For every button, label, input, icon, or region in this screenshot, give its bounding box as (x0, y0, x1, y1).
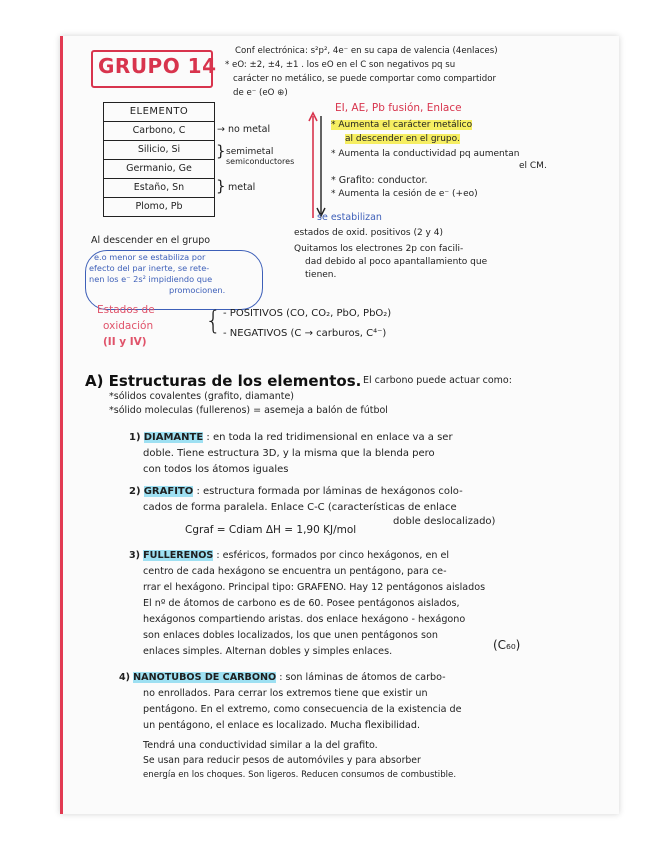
item-text: pentágono. En el extremo, como consecuencia de la existencia de (143, 704, 462, 715)
item-text: cados de forma paralela. Enlace C-C (características de enlace (143, 502, 457, 513)
trend-item-3: * Grafito: conductor. (331, 175, 428, 186)
metal-label: metal (228, 182, 256, 193)
estados-label-b: oxidación (103, 320, 154, 332)
item-text: doble. Tiene estructura 3D, y la misma que la blenda pero (143, 448, 435, 459)
no-metal-label: → no metal (217, 124, 271, 135)
trend-item-1b: al descender en el grupo. (345, 134, 460, 144)
estados-label-c: (II y IV) (103, 336, 147, 348)
item-text: doble deslocalizado) (393, 516, 496, 527)
trend-item-2b: el CM. (519, 161, 547, 171)
item-text: centro de cada hexágono se encuentra un pentágono, para ce- (143, 566, 447, 577)
element-table (103, 102, 215, 217)
item-name-diamante: DIAMANTE (143, 432, 204, 443)
trend-heading: EI, AE, Pb fusión, Enlace (335, 102, 462, 114)
item-text: El nº de átomos de carbono es de 60. Posee pentágonos aislados, (143, 598, 460, 609)
section-a-bullet-1: *sólidos covalentes (grafito, diamante) (109, 391, 295, 402)
oxidation-remove-a: Quitamos los electrones 2p con facili- (294, 244, 464, 254)
descend-note-c: efecto del par inerte, se rete- (89, 263, 210, 273)
semiconductores-label: semiconductores (226, 157, 295, 166)
semimetal-brace-icon: } (216, 142, 226, 160)
semimetal-label: semimetal (226, 147, 274, 157)
trend-item-4: * Aumenta la cesión de e⁻ (+eo) (331, 189, 478, 199)
item-text: : esféricos, formados por cinco hexágonos, en el (216, 550, 450, 561)
se-estabilizan-label: se estabilizan (317, 212, 382, 223)
metal-brace-icon: } (216, 177, 226, 195)
item-text: energía en los choques. Son ligeros. Reducen consumos de combustible. (143, 770, 457, 780)
item-text: son enlaces dobles localizados, los que unen pentágonos son (143, 630, 438, 641)
element-table-header: ELEMENTO (104, 103, 214, 122)
oxidation-remove-b: dad debido al poco apantallamiento que (305, 257, 488, 267)
oxidation-remove-c: tienen. (305, 270, 337, 280)
item-number: 3) (129, 550, 141, 561)
item-name-fullerenos: FULLERENOS (143, 550, 214, 561)
header-note-3: carácter no metálico, se puede comportar como compartidor (233, 74, 497, 84)
element-row: Silicio, Si (104, 141, 214, 160)
item-name-nanotubos: NANOTUBOS DE CARBONO (133, 672, 277, 683)
trend-item-2a: * Aumenta la conductividad pq aumentan (331, 149, 520, 159)
enthalpy-equation: Cgraf = Cdiam ΔH = 1,90 KJ/mol (185, 524, 357, 536)
estados-brace-icon: { (205, 306, 222, 336)
item-text: : estructura formada por láminas de hexágonos colo- (196, 486, 463, 497)
element-row: Carbono, C (104, 122, 214, 141)
header-note-1: Conf electrónica: s²p², 4e⁻ en su capa de valencia (4enlaces) (235, 46, 498, 56)
item-text: un pentágono, el enlace es localizado. Mucha flexibilidad. (143, 720, 421, 731)
section-a-subtitle: El carbono puede actuar como: (363, 375, 512, 386)
item-number: 2) (129, 486, 141, 497)
item-number: 1) (129, 432, 141, 443)
element-row: Germanio, Ge (104, 160, 214, 179)
oxidation-states-label: estados de oxid. positivos (2 y 4) (294, 228, 443, 238)
item-text: con todos los átomos iguales (143, 464, 289, 475)
estados-label-a: Estados de (97, 304, 155, 316)
c60-label: (C₆₀) (493, 638, 521, 652)
element-row: Plomo, Pb (135, 201, 183, 212)
item-name-grafito: GRAFITO (143, 486, 194, 497)
item-text: enlaces simples. Alternan dobles y simples enlaces. (143, 646, 393, 657)
estados-negativos: - NEGATIVOS (C → carburos, C⁴⁻) (223, 328, 387, 339)
estados-positivos: - POSITIVOS (CO, CO₂, PbO, PbO₂) (223, 308, 392, 319)
item-number: 4) (119, 672, 131, 683)
section-a-title: A) Estructuras de los elementos. (85, 372, 362, 390)
page-title: GRUPO 14 (98, 54, 217, 78)
descend-note-d: nen los e⁻ 2s² impidiendo que (89, 274, 213, 284)
item-text: rrar el hexágono. Principal tipo: GRAFENO. Hay 12 pentágonos aislados (143, 582, 486, 593)
header-note-2: * eO: ±2, ±4, ±1 . los eO en el C son negativos pq su (225, 60, 456, 70)
header-note-4: de e⁻ (eO ⊕) (233, 88, 288, 98)
trend-item-1a: * Aumenta el carácter metálico (331, 120, 473, 130)
item-text: Se usan para reducir pesos de automóviles y para absorber (143, 755, 421, 766)
trend-arrows-icon (307, 110, 327, 222)
item-text: no enrollados. Para cerrar los extremos tiene que existir un (143, 688, 428, 699)
section-a-bullet-2: *sólido moleculas (fullerenos) = asemeja a balón de fútbol (109, 405, 388, 416)
item-text: : en toda la red tridimensional en enlace va a ser (206, 432, 453, 443)
item-text: hexágonos compartiendo aristas. dos enlace hexágono - hexágono (143, 614, 466, 625)
item-text: : son láminas de átomos de carbo- (279, 672, 446, 683)
item-text: Tendrá una conductividad similar a la del grafito. (143, 740, 378, 751)
descend-note-e: promocionen. (169, 285, 226, 295)
notebook-page (60, 36, 619, 814)
element-row: Estaño, Sn (104, 179, 214, 198)
descend-note-b: e.o menor se estabiliza por (94, 252, 206, 262)
descend-note-a: Al descender en el grupo (91, 235, 211, 246)
